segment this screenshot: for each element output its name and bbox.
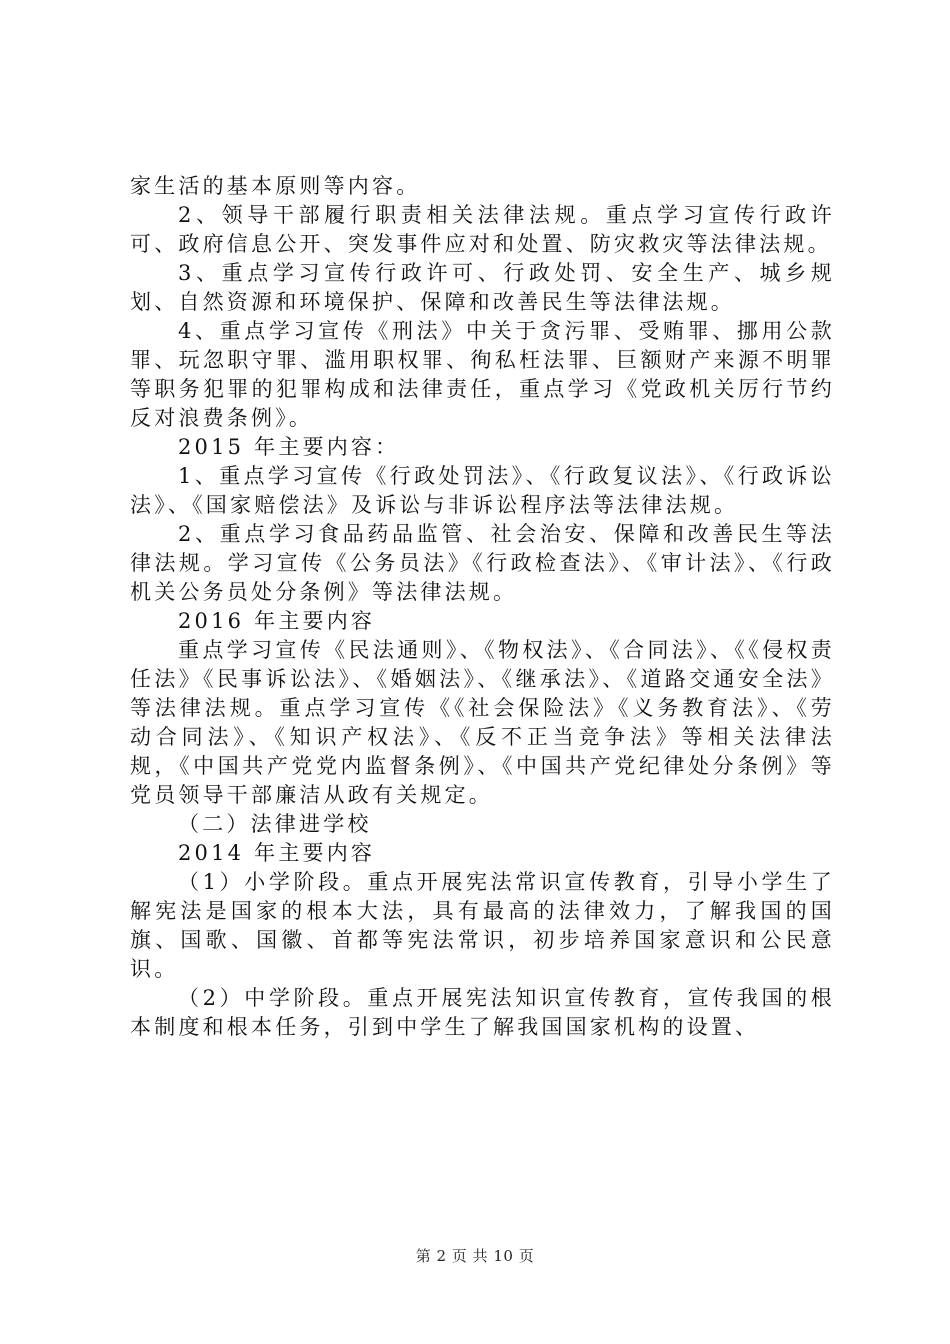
document-body (130, 172, 835, 1042)
paragraph: 3、重点学习宣传行政许可、行政处罚、安全生产、城乡规划、自然资源和环境保护、保障和改善民生等法律法规。 (130, 261, 835, 314)
paragraph: 2016 年主要内容 (178, 609, 376, 633)
paragraph: 1、重点学习宣传《行政处罚法》、《行政复议法》、《行政诉讼法》、《国家赔偿法》及诉讼与非诉讼程序法等法律法规。 (130, 464, 835, 517)
paragraph: 家生活的基本原则等内容。 (130, 174, 421, 198)
page-footer: 第 2 页 共 10 页 (415, 1247, 535, 1265)
paragraph: 2015 年主要内容： (178, 435, 400, 459)
paragraph: 4、重点学习宣传《刑法》中关于贪污罪、受贿罪、挪用公款罪、玩忽职守罪、滥用职权罪、徇私枉法罪、巨额财产来源不明罪等职务犯罪的犯罪构成和法律责任，重点学习《党政机关厉行节约反对浪费条例》。 (130, 319, 835, 430)
paragraph: 2、领导干部履行职责相关法律法规。重点学习宣传行政许可、政府信息公开、突发事件应对和处置、防灾救灾等法律法规。 (130, 203, 835, 256)
paragraph: 2、重点学习食品药品监管、社会治安、保障和改善民生等法律法规。学习宣传《公务员法》《行政检查法》、《审计法》、《行政机关公务员处分条例》等法律法规。 (130, 522, 835, 604)
paragraph: （二）法律进学校 (178, 812, 372, 836)
paragraph: （2）中学阶段。重点开展宪法知识宣传教育，宣传我国的根本制度和根本任务，引到中学生了解我国国家机构的设置、 (130, 986, 835, 1039)
paragraph: 重点学习宣传《民法通则》、《物权法》、《合同法》、《《侵权责任法》《民事诉讼法》、《婚姻法》、《继承法》、《道路交通安全法》等法律法规。重点学习宣传《《社会保险法》《义务教育法》、《劳动合同法》、《知识产权法》、《反不正当竞争法》等相关法律法规，《中国共产党党内监督条例》、《中国共产党纪律处分条例》等党员领导干部廉洁从政有关规定。 (130, 638, 835, 807)
paragraph: 2014 年主要内容 (178, 841, 376, 865)
paragraph: （1）小学阶段。重点开展宪法常识宣传教育，引导小学生了解宪法是国家的根本大法，具有最高的法律效力，了解我国的国旗、国歌、国徽、首都等宪法常识，初步培养国家意识和公民意识。 (130, 870, 835, 981)
